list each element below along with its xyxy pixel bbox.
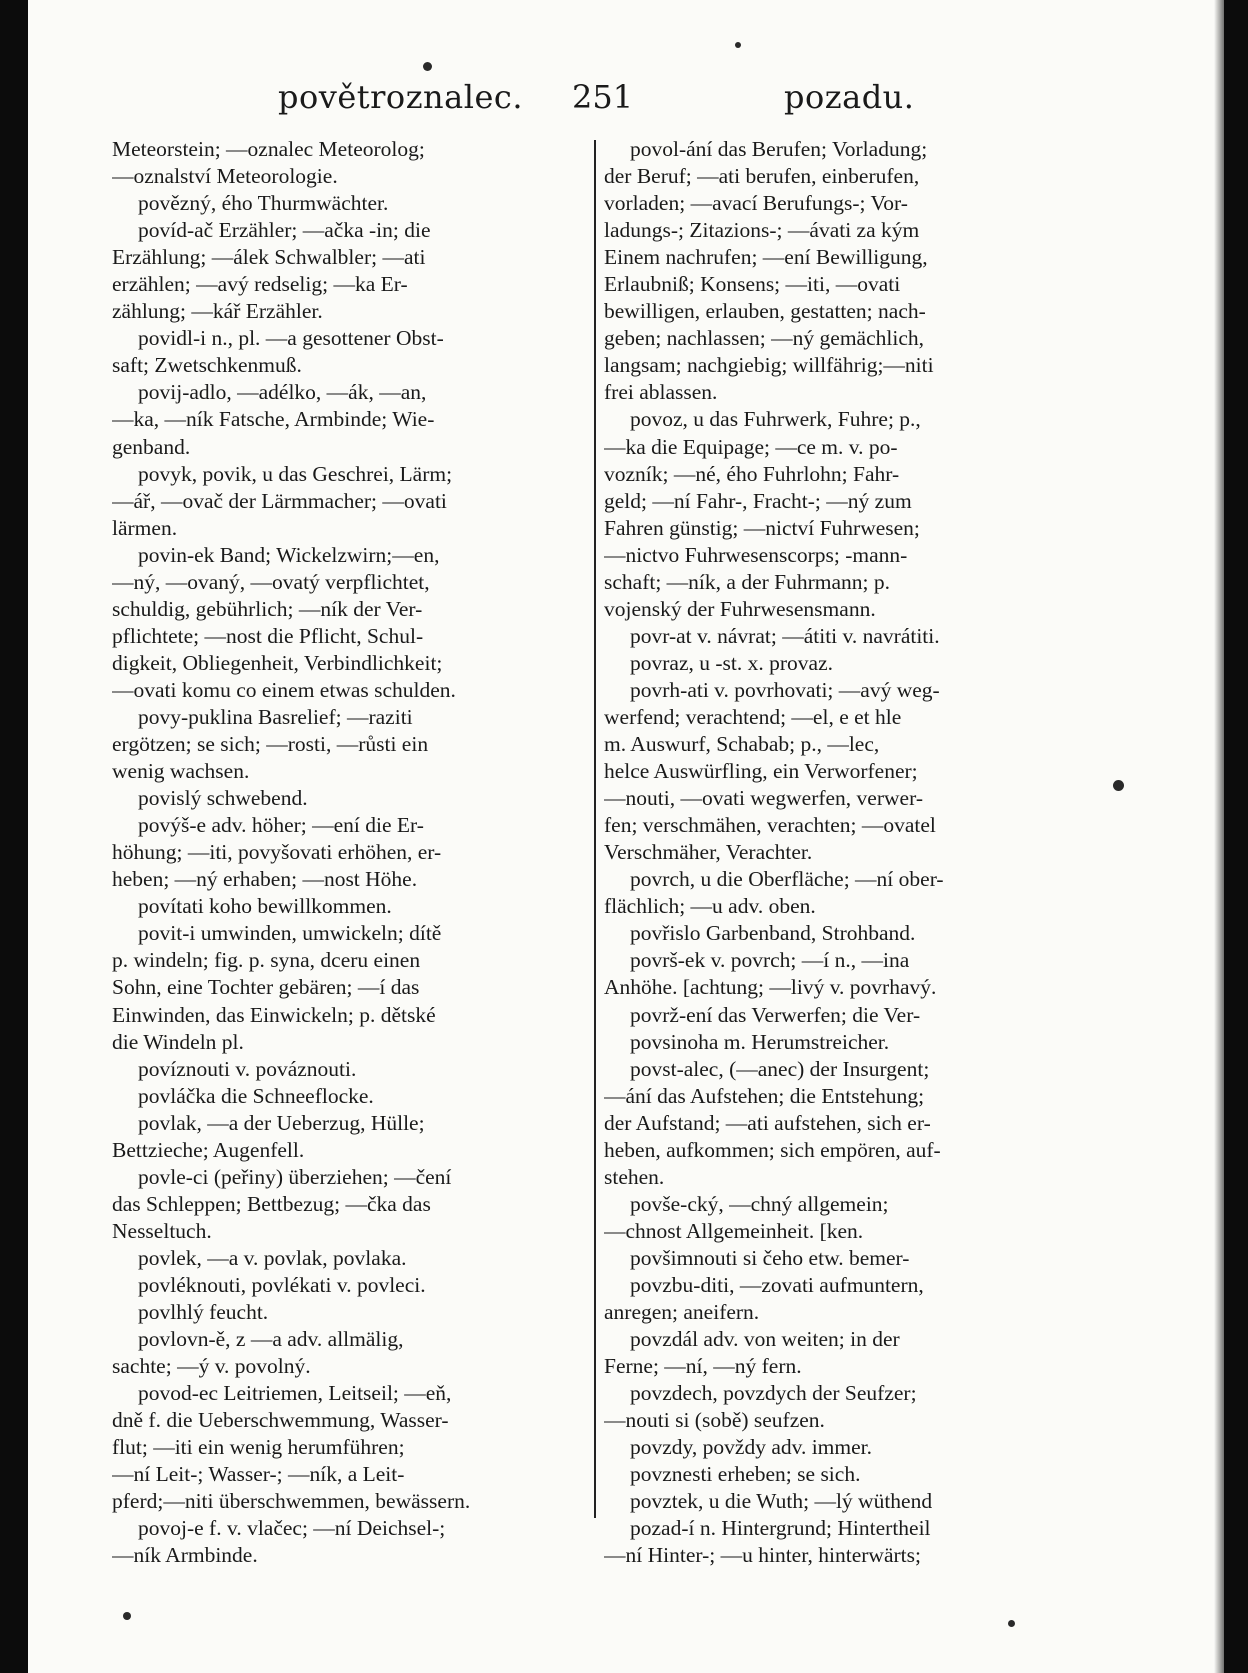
right-column-line: werfend; verachtend; —el, e et hle [604, 704, 902, 729]
header-last-word: pozadu. [784, 78, 915, 116]
left-column-line: povin-ek Band; Wickelzwirn;—en, [138, 542, 440, 567]
print-speck [1113, 780, 1124, 791]
right-column-line: površ-ek v. povrch; —í n., —ina [630, 948, 910, 973]
left-column-line: povláčka die Schneeflocke. [138, 1083, 374, 1108]
left-column-line: povítati koho bewillkommen. [138, 894, 392, 919]
left-column-line: povoj-e f. v. vlačec; —ní Deichsel-; [138, 1516, 446, 1541]
right-column-line: povst-alec, (—anec) der Insurgent; [630, 1056, 930, 1081]
left-column-line: povíznouti v. pováznouti. [138, 1056, 357, 1081]
right-column-line: frei ablassen. [604, 380, 718, 405]
right-column-line: povšimnouti si čeho etw. bemer- [630, 1245, 910, 1270]
right-column-line: helce Auswürfling, ein Verworfener; [604, 759, 918, 784]
right-column-line: —nictvo Fuhrwesenscorps; -mann- [604, 542, 908, 567]
right-column-line: Erlaubniß; Konsens; —iti, —ovati [604, 272, 901, 297]
left-column-line: genband. [112, 434, 191, 459]
right-column-line: povrh-ati v. povrhovati; —avý weg- [630, 677, 940, 702]
right-column-line: heben, aufkommen; sich empören, auf- [604, 1137, 941, 1162]
left-column-line: ergötzen; se sich; —rosti, —růsti ein [112, 732, 429, 757]
left-column-line: povit-i umwinden, umwickeln; dítě [138, 921, 442, 946]
right-column-line: povrž-ení das Verwerfen; die Ver- [630, 1002, 921, 1027]
right-column-line: pozad-í n. Hintergrund; Hintertheil [630, 1516, 931, 1541]
left-column-line: —ník Armbinde. [112, 1543, 258, 1568]
right-column-line: povzbu-diti, —zovati aufmuntern, [630, 1272, 924, 1297]
left-column-line: Erzählung; —álek Schwalbler; —ati [112, 245, 426, 270]
right-column-line: der Aufstand; —ati aufstehen, sich er- [604, 1110, 931, 1135]
left-column-line: povij-adlo, —adélko, —ák, —an, [138, 380, 427, 405]
left-column-line: das Schleppen; Bettbezug; —čka das [112, 1191, 431, 1216]
left-column-line: povléknouti, povlékati v. povleci. [138, 1272, 426, 1297]
right-column-line: povzdy, povždy adv. immer. [630, 1435, 873, 1460]
left-column-line: saft; Zwetschkenmuß. [112, 353, 302, 378]
right-column-line: geben; nachlassen; —ný gemächlich, [604, 326, 925, 351]
right-column-line: ladungs-; Zitazions-; —ávati za kým [604, 218, 920, 243]
left-column-line: povod-ec Leitriemen, Leitseil; —eň, [138, 1381, 452, 1406]
left-column-line: schuldig, gebührlich; —ník der Ver- [112, 596, 423, 621]
right-column-line: povzdech, povzdych der Seufzer; [630, 1381, 917, 1406]
left-column-line: pflichtete; —nost die Pflicht, Schul- [112, 623, 424, 648]
print-speck [123, 1612, 131, 1620]
left-column-line: Sohn, eine Tochter gebären; —í das [112, 975, 420, 1000]
book-edge-right [1224, 0, 1248, 1673]
right-column-line: povztek, u die Wuth; —lý wüthend [630, 1489, 933, 1514]
print-speck [423, 62, 432, 71]
right-column-line: —ní Hinter-; —u hinter, hinterwärts; [604, 1543, 921, 1568]
left-column-line: heben; —ný erhaben; —nost Höhe. [112, 867, 418, 892]
left-column-line: digkeit, Obliegenheit, Verbindlichkeit; [112, 650, 443, 675]
right-column-line: vozník; —né, ého Fuhrlohn; Fahr- [604, 461, 900, 486]
right-column-line: Verschmäher, Verachter. [604, 840, 813, 865]
left-column-line: —ka, —ník Fatsche, Armbinde; Wie- [112, 407, 435, 432]
left-column-line: Einwinden, das Einwickeln; p. dětské [112, 1002, 436, 1027]
right-column-line: povřislo Garbenband, Strohband. [630, 921, 916, 946]
right-column-line: flächlich; —u adv. oben. [604, 894, 816, 919]
left-column-line: povlek, —a v. povlak, povlaka. [138, 1245, 407, 1270]
right-column-line: fen; verschmähen, verachten; —ovatel [604, 813, 936, 838]
left-column-line: erzählen; —avý redselig; —ka Er- [112, 272, 408, 297]
page-number: 251 [572, 78, 634, 116]
right-column-line: povzdál adv. von weiten; in der [630, 1327, 900, 1352]
left-column-line: povy-puklina Basrelief; —raziti [138, 704, 413, 729]
left-column-line: zählung; —kář Erzähler. [112, 299, 323, 324]
column-divider [594, 140, 596, 1518]
right-column-line: geld; —ní Fahr-, Fracht-; —ný zum [604, 488, 912, 513]
left-column-line: povidl-i n., pl. —a gesottener Obst- [138, 326, 444, 351]
right-column-line: Fahren günstig; —nictví Fuhrwesen; [604, 515, 920, 540]
left-column-line: povýš-e adv. höher; —ení die Er- [138, 813, 424, 838]
right-column-line: Anhöhe. [achtung; —livý v. povrhavý. [604, 975, 937, 1000]
book-gutter-left [0, 0, 28, 1673]
header-first-word: povětroznalec. [278, 78, 523, 116]
left-column [112, 136, 588, 1569]
left-column-line: povyk, povik, u das Geschrei, Lärm; [138, 461, 453, 486]
left-column-line: povlhlý feucht. [138, 1300, 269, 1325]
right-column-line: —ání das Aufstehen; die Entstehung; [604, 1083, 925, 1108]
left-column-line: pferd;—niti überschwemmen, bewässern. [112, 1489, 471, 1514]
right-column-line: Einem nachrufen; —ení Bewilligung, [604, 245, 928, 270]
left-column-line: povězný, ého Thurmwächter. [138, 191, 389, 216]
right-column-line: m. Auswurf, Schabab; p., —lec, [604, 732, 880, 757]
left-column-line: dně f. die Ueberschwemmung, Wasser- [112, 1408, 449, 1433]
right-column-line: —nouti si (sobě) seufzen. [604, 1408, 825, 1433]
left-column-line: höhung; —iti, povyšovati erhöhen, er- [112, 840, 442, 865]
right-column-line: povol-ání das Berufen; Vorladung; [630, 137, 928, 161]
right-column-line: Ferne; —ní, —ný fern. [604, 1354, 802, 1379]
print-speck [1008, 1620, 1015, 1627]
left-column-line: povlak, —a der Ueberzug, Hülle; [138, 1110, 425, 1135]
left-column-line: —ný, —ovaný, —ovatý verpflichtet, [112, 569, 430, 594]
left-column-line: povislý schwebend. [138, 786, 308, 811]
left-column-line: —oznalství Meteorologie. [112, 164, 338, 189]
left-column-line: —ovati komu co einem etwas schulden. [112, 677, 456, 702]
left-column-line: —ní Leit-; Wasser-; —ník, a Leit- [112, 1462, 405, 1487]
right-column-line: vojenský der Fuhrwesensmann. [604, 596, 876, 621]
right-column-line: povrch, u die Oberfläche; —ní ober- [630, 867, 944, 892]
right-column [604, 136, 1074, 1569]
left-column-line: povlovn-ě, z —a adv. allmälig, [138, 1327, 404, 1352]
right-column-line: povše-cký, —chný allgemein; [630, 1191, 889, 1216]
right-column-line: povr-at v. návrat; —átiti v. navrátiti. [630, 623, 940, 648]
running-header [40, 78, 1210, 128]
left-column-line: wenig wachsen. [112, 759, 250, 784]
left-column-line: —ář, —ovač der Lärmmacher; —ovati [112, 488, 447, 513]
left-column-line: flut; —iti ein wenig herumführen; [112, 1435, 405, 1460]
right-column-line: bewilligen, erlauben, gestatten; nach- [604, 299, 926, 324]
right-column-line: povraz, u -st. x. provaz. [630, 650, 833, 675]
right-column-line: povsinoha m. Herumstreicher. [630, 1029, 890, 1054]
print-speck [735, 42, 741, 48]
right-column-line: schaft; —ník, a der Fuhrmann; p. [604, 569, 891, 594]
right-column-line: —chnost Allgemeinheit. [ken. [604, 1218, 864, 1243]
right-column-line: der Beruf; —ati berufen, einberufen, [604, 164, 920, 189]
left-column-line: p. windeln; fig. p. syna, dceru einen [112, 948, 421, 973]
right-column-line: povoz, u das Fuhrwerk, Fuhre; p., [630, 407, 921, 432]
right-column-line: anregen; aneifern. [604, 1300, 760, 1325]
left-column-line: sachte; —ý v. povolný. [112, 1354, 311, 1379]
left-column-line: die Windeln pl. [112, 1029, 244, 1054]
left-column-line: lärmen. [112, 515, 178, 540]
right-column-line: stehen. [604, 1164, 665, 1189]
left-column-line: povíd-ač Erzähler; —ačka -in; die [138, 218, 431, 243]
left-column-line: Meteorstein; —oznalec Meteorolog; [112, 137, 425, 161]
left-column-line: Bettzieche; Augenfell. [112, 1137, 305, 1162]
right-column-line: langsam; nachgiebig; willfährig;—niti [604, 353, 934, 378]
right-column-line: vorladen; —avací Berufungs-; Vor- [604, 191, 908, 216]
right-column-line: —nouti, —ovati wegwerfen, verwer- [604, 786, 923, 811]
right-column-line: povznesti erheben; se sich. [630, 1462, 861, 1487]
left-column-line: Nesseltuch. [112, 1218, 212, 1243]
left-column-line: povle-ci (peřiny) überziehen; —čení [138, 1164, 452, 1189]
right-column-line: —ka die Equipage; —ce m. v. po- [604, 434, 898, 459]
